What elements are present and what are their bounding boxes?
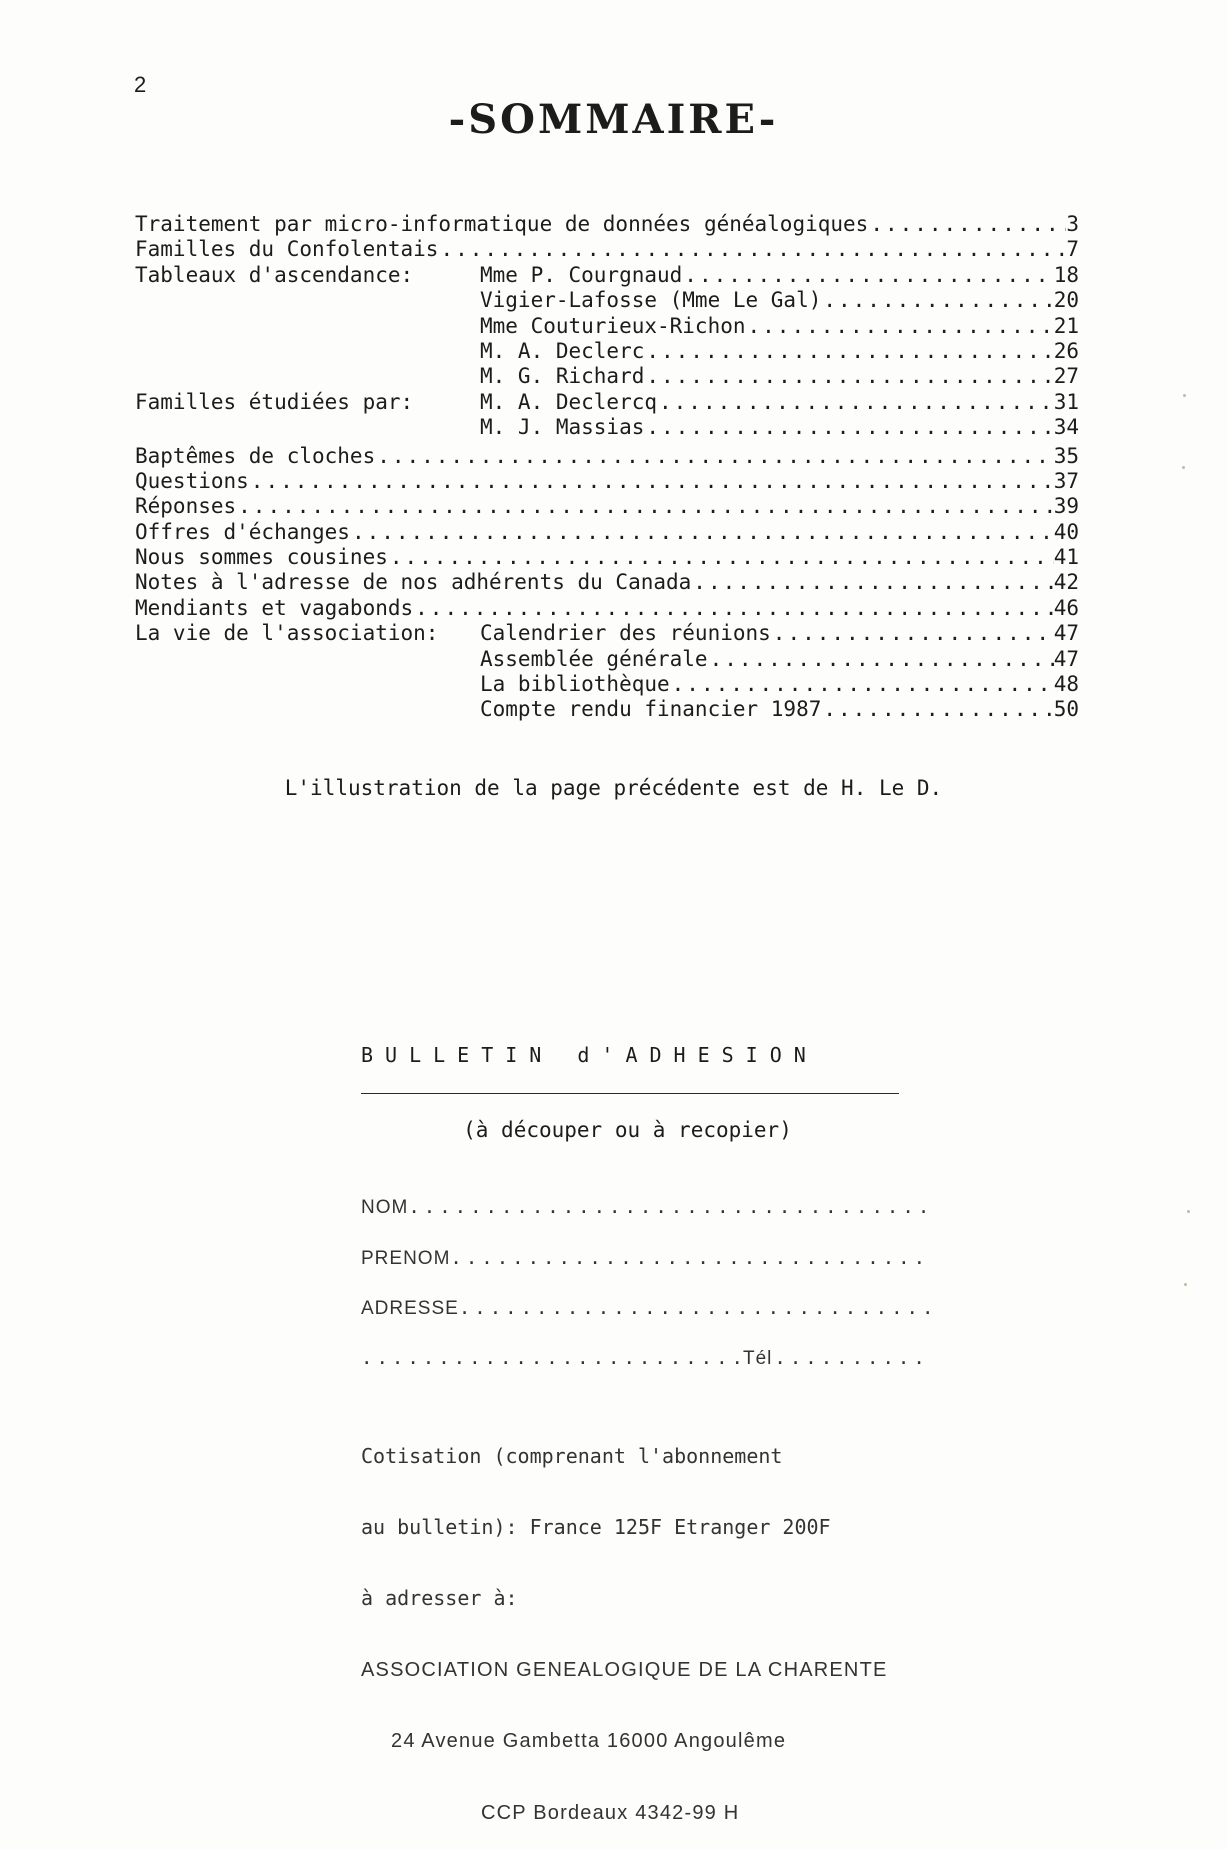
address-to-line: à adresser à: [361, 1586, 518, 1611]
toc-page-number: 37 [1053, 468, 1079, 493]
toc-entry-title: Mendiants et vagabonds [135, 595, 414, 620]
toc-page-number: 46 [1053, 595, 1079, 620]
association-name: ASSOCIATION GENEALOGIQUE DE LA CHARENTE [361, 1658, 888, 1681]
dot-leader [438, 237, 1066, 262]
dot-leader [670, 672, 1054, 697]
toc-entry-title: Traitement par micro-informatique de données généalogiques [135, 212, 869, 236]
prenom-blank-line [450, 1247, 931, 1269]
dot-leader [708, 647, 1054, 672]
page-number: 2 [134, 72, 147, 97]
tel-blank-line [774, 1347, 924, 1369]
membership-info [361, 1397, 888, 1849]
toc-entry [135, 339, 1079, 364]
dot-leader [644, 364, 1053, 389]
toc-entry-title: M. A. Declercq [480, 389, 658, 414]
toc-entry-title: Vigier-Lafosse (Mme Le Gal) [480, 288, 822, 313]
dot-leader [682, 263, 1053, 288]
address-continuation-line [361, 1347, 741, 1369]
page-title: -SOMMAIRE- [448, 96, 779, 143]
toc-page-number: 18 [1053, 262, 1079, 287]
nom-label: NOM [361, 1197, 409, 1218]
dot-leader [375, 444, 1053, 469]
dot-leader [388, 545, 1054, 570]
toc-entry [135, 494, 1079, 519]
toc-page-number: 21 [1053, 313, 1079, 338]
dot-leader [821, 697, 1053, 722]
toc-entry-title: Assemblée générale [480, 646, 708, 671]
bulletin-heading: BULLETIN d'ADHESION [361, 1043, 818, 1067]
toc-entry [135, 288, 1079, 313]
toc-entry-title: Questions [135, 468, 249, 493]
toc-entry [135, 444, 1079, 469]
toc-entry [135, 469, 1079, 494]
toc-entry-title: Offres d'échanges [135, 519, 350, 544]
toc-page-number: 40 [1053, 519, 1079, 544]
toc-entry [135, 570, 1079, 595]
toc-page-number: 47 [1053, 621, 1079, 646]
toc-page-number: 27 [1053, 364, 1079, 389]
dot-leader [821, 288, 1053, 313]
toc-page-number: 35 [1053, 443, 1079, 468]
toc-entry-title: M. A. Declerc [480, 338, 645, 363]
paper-speck [1184, 1283, 1187, 1286]
nom-blank-line [408, 1196, 931, 1218]
paper-speck [1182, 466, 1185, 469]
toc-entry-title: Calendrier des réunions [480, 621, 771, 646]
dot-leader [771, 621, 1054, 646]
adresse-field[interactable] [361, 1297, 931, 1320]
dot-leader [236, 494, 1054, 519]
toc-page-number: 42 [1053, 570, 1079, 595]
dot-leader [644, 339, 1053, 364]
toc-entry-title: Réponses [135, 494, 237, 519]
toc-entry [135, 647, 1079, 672]
toc-page-number: 20 [1053, 288, 1079, 313]
toc-entry [135, 314, 1079, 339]
dot-leader [644, 415, 1053, 440]
dot-leader [691, 570, 1053, 595]
toc-page-number: 26 [1053, 338, 1079, 363]
toc-entry [135, 237, 1079, 262]
toc-entry-title: Compte rendu financier 1987 [480, 697, 822, 722]
toc-page-number: 48 [1053, 672, 1079, 697]
heading-underline [361, 1093, 899, 1094]
association-address: 24 Avenue Gambetta 16000 Angoulême [391, 1730, 787, 1753]
toc-entry [135, 621, 1079, 646]
toc-entry-title: Notes à l'adresse de nos adhérents du Canada [135, 570, 692, 595]
prenom-label: PRENOM [361, 1248, 451, 1269]
toc-entry-title: M. G. Richard [480, 364, 645, 389]
toc-entry-title: Mme Couturieux-Richon [480, 313, 746, 338]
dot-leader [746, 314, 1054, 339]
toc-entry [135, 415, 1079, 440]
toc-entry-title: Baptêmes de cloches [135, 443, 376, 468]
address-tel-field[interactable] [361, 1347, 931, 1370]
toc-page-number: 7 [1066, 237, 1079, 262]
toc-entry [135, 364, 1079, 389]
cotisation-line-1: Cotisation (comprenant l'abonnement [361, 1443, 783, 1468]
adresse-blank-line [459, 1297, 931, 1319]
dot-leader [249, 469, 1054, 494]
cutout-note: (à découper ou à recopier) [463, 1118, 792, 1142]
ccp-account: CCP Bordeaux 4342-99 H [481, 1801, 740, 1824]
toc-entry [135, 596, 1079, 621]
toc-entry-title: M. J. Massias [480, 415, 645, 440]
illustration-credit: L'illustration de la page précédente est de H. Le D. [284, 776, 943, 800]
toc-entry-title: Mme P. Courgnaud [480, 262, 683, 287]
adresse-label: ADRESSE [361, 1298, 459, 1319]
toc-page-number: 31 [1053, 389, 1079, 414]
toc-entry-title: Familles du Confolentais [135, 237, 439, 262]
dot-leader [350, 520, 1054, 545]
toc-page-number: 39 [1053, 494, 1079, 519]
cotisation-line-2: au bulletin): France 125F Etranger 200F [361, 1514, 831, 1539]
toc-entry [135, 263, 1079, 288]
toc-page-number: 41 [1053, 545, 1079, 570]
toc-page-number: 34 [1053, 415, 1079, 440]
paper-speck [1183, 394, 1186, 397]
toc-page-number: 47 [1053, 646, 1079, 671]
tel-label: Tél [743, 1348, 773, 1369]
toc-section-label: Familles étudiées par: [135, 389, 414, 414]
toc-page-number: 50 [1053, 697, 1079, 722]
toc-entry [135, 545, 1079, 570]
toc-page-number: 3 [1066, 212, 1079, 236]
toc-entry-title: Nous sommes cousines [135, 545, 388, 570]
prenom-field[interactable] [361, 1247, 931, 1270]
toc-entry [135, 212, 1079, 237]
dot-leader [413, 596, 1054, 621]
nom-field[interactable] [361, 1196, 931, 1219]
toc-entry [135, 697, 1079, 722]
table-of-contents [135, 212, 1079, 723]
toc-section-label: La vie de l'association: [135, 621, 439, 646]
toc-section-label: Tableaux d'ascendance: [135, 262, 414, 287]
toc-entry-title: La bibliothèque [480, 672, 670, 697]
toc-entry [135, 520, 1079, 545]
dot-leader [657, 390, 1054, 415]
toc-entry [135, 390, 1079, 415]
dot-leader [868, 212, 1066, 237]
paper-speck [1187, 1210, 1190, 1213]
toc-entry [135, 672, 1079, 697]
